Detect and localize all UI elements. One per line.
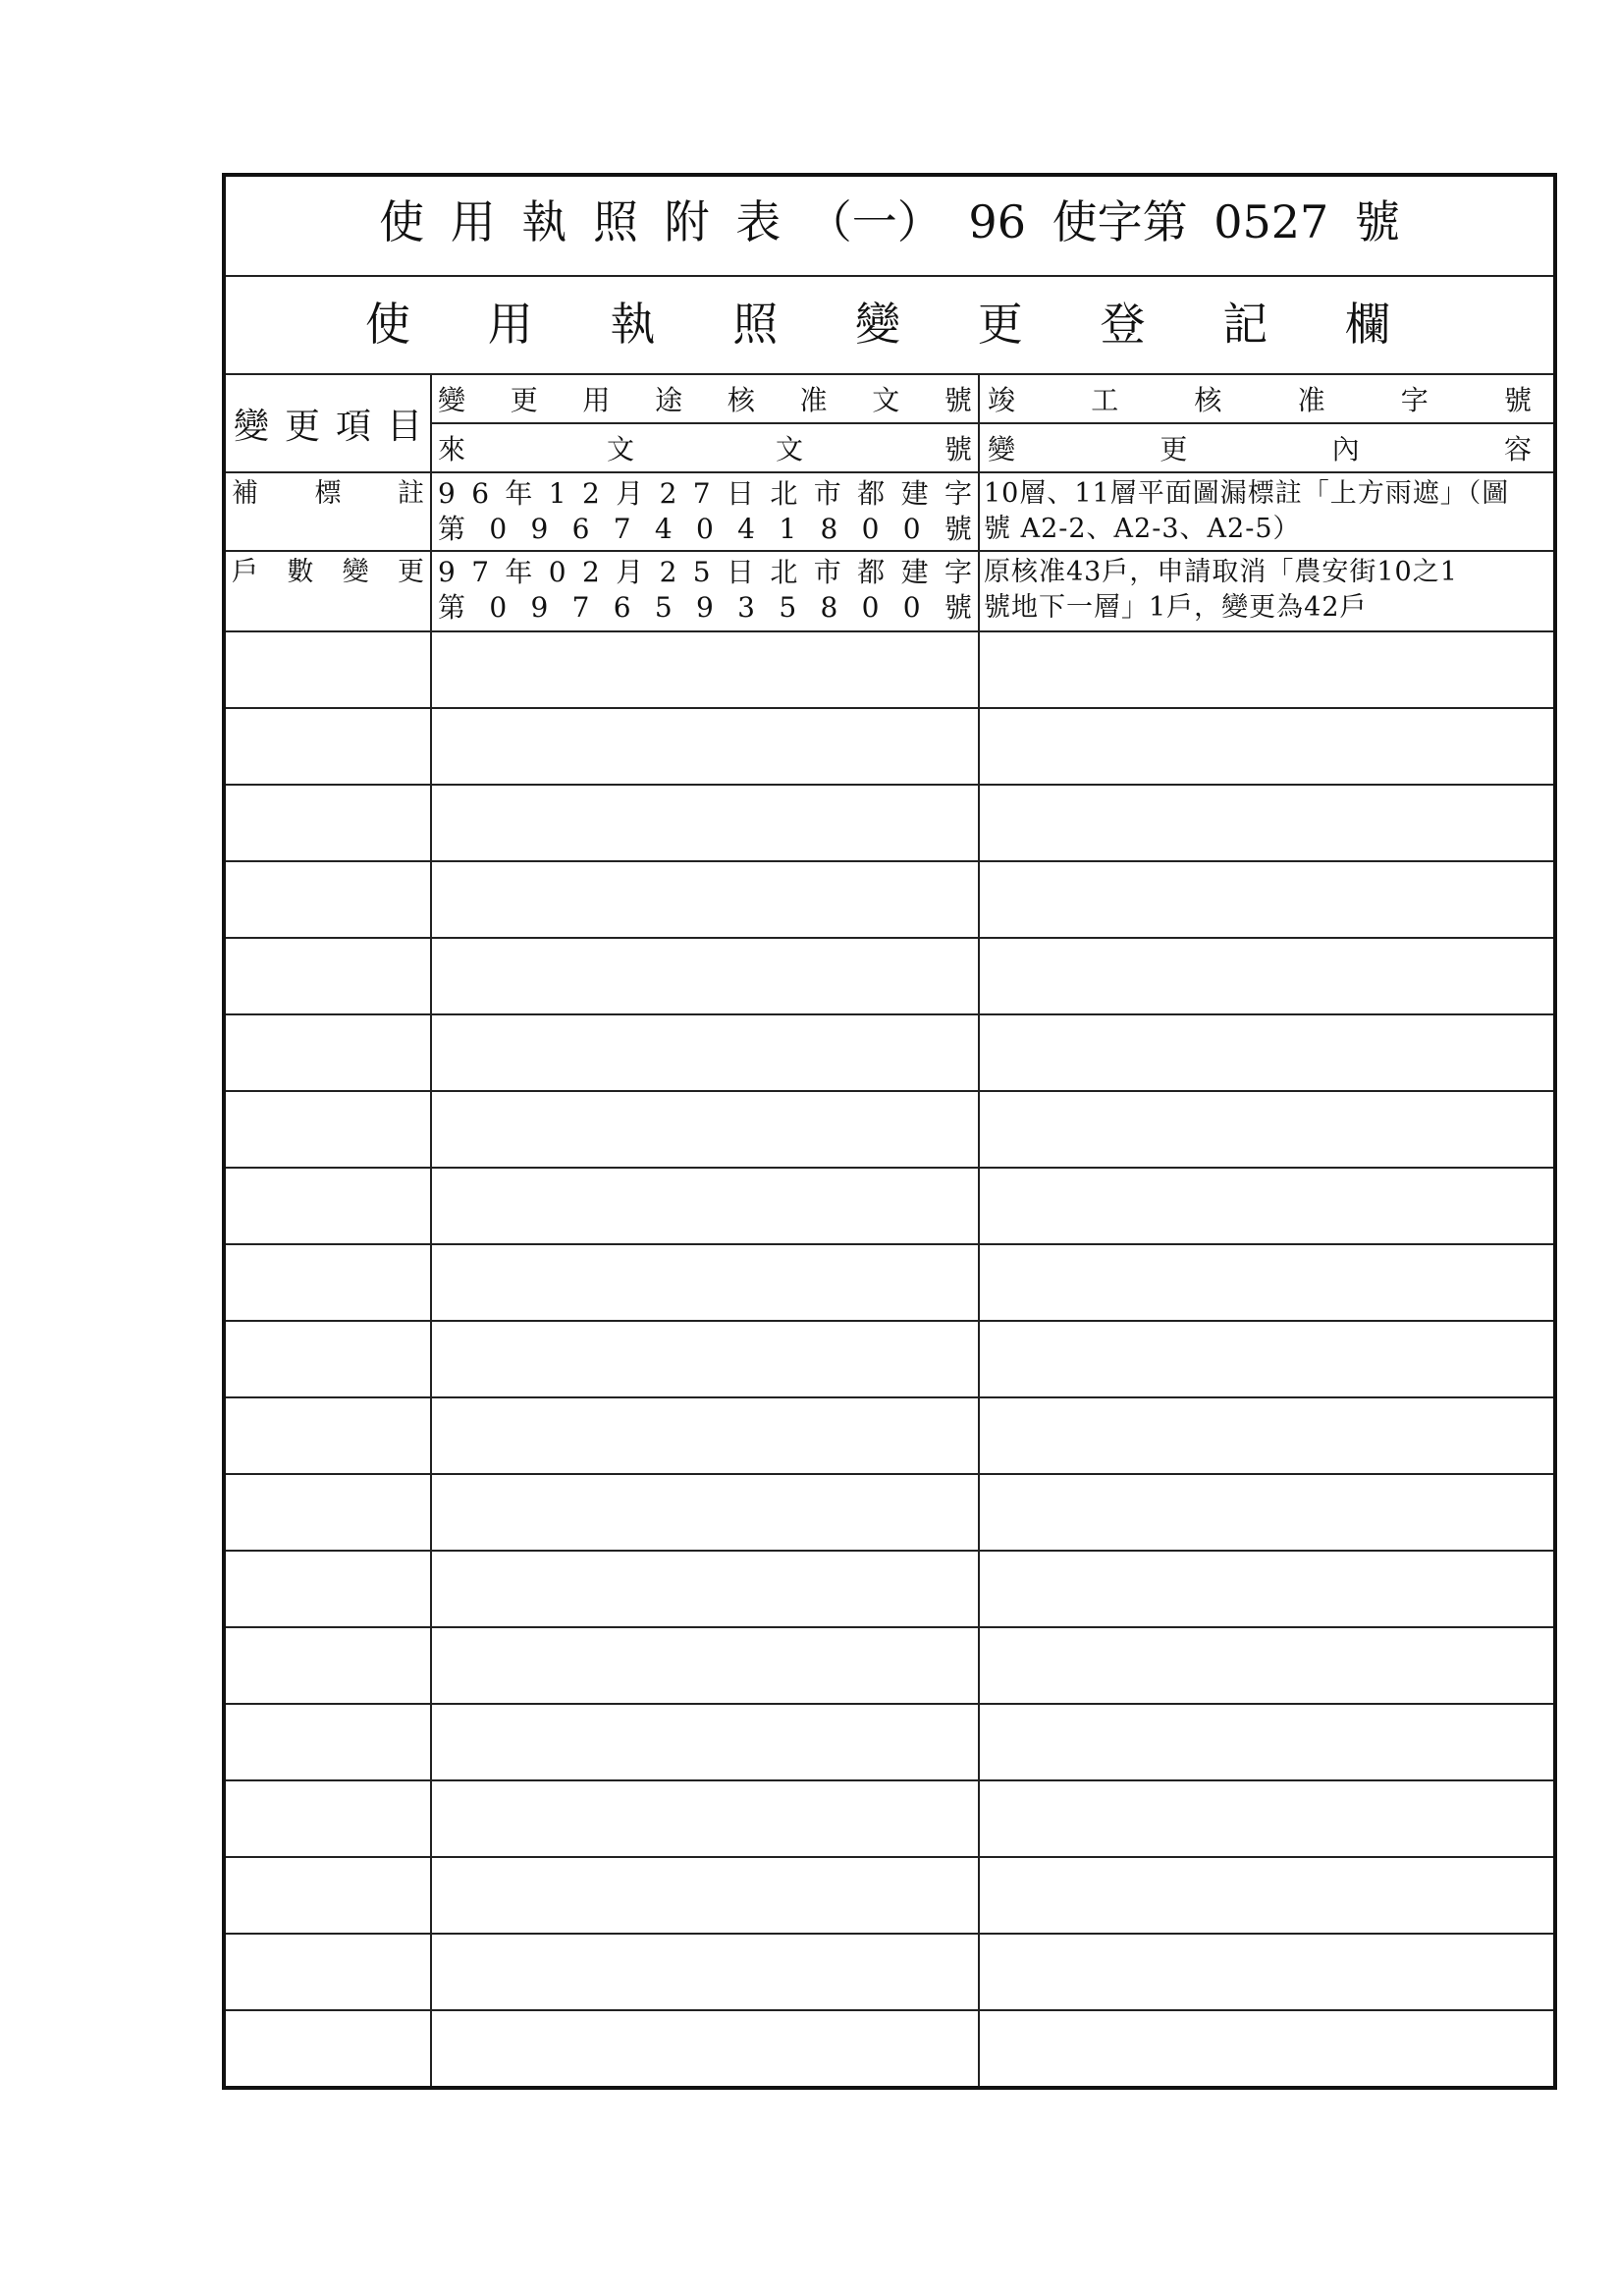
- change-register-title-row: [226, 277, 1553, 375]
- blank-change-content-cell: [980, 1628, 1553, 1703]
- glyph: 欄: [1345, 298, 1390, 351]
- blank-change-item-cell: [226, 1858, 432, 1933]
- blank-change-item-cell: [226, 709, 432, 784]
- blank-change-item-cell: [226, 1015, 432, 1090]
- glyph: 6: [571, 513, 590, 545]
- blank-rows-area: [226, 632, 1553, 2086]
- blank-doc-number-cell: [432, 632, 980, 707]
- blank-table-row: [226, 1398, 1553, 1475]
- glyph: 用: [582, 384, 611, 416]
- glyph: 建: [900, 556, 929, 588]
- blank-doc-number-cell: [432, 1705, 980, 1779]
- glyph: 日: [727, 556, 755, 588]
- blank-change-item-cell: [226, 1245, 432, 1320]
- glyph: 年: [505, 556, 533, 588]
- glyph: 3: [737, 591, 755, 624]
- blank-change-item-cell: [226, 1169, 432, 1243]
- blank-doc-number-cell: [432, 862, 980, 937]
- blank-table-row: [226, 939, 1553, 1015]
- doc-number-line-2: [432, 590, 978, 626]
- glyph: 2: [659, 477, 677, 510]
- blank-change-content-cell: [980, 709, 1553, 784]
- blank-change-content-cell: [980, 786, 1553, 860]
- glyph: 1: [779, 513, 797, 545]
- blank-doc-number-cell: [432, 1935, 980, 2009]
- glyph: 0: [489, 591, 508, 624]
- blank-table-row: [226, 1705, 1553, 1781]
- change-item-cell: [226, 552, 432, 630]
- blank-change-content-cell: [980, 1169, 1553, 1243]
- change-content-cell: [980, 552, 1553, 630]
- blank-change-item-cell: [226, 1935, 432, 2009]
- blank-change-content-cell: [980, 1245, 1553, 1320]
- blank-doc-number-cell: [432, 1475, 980, 1550]
- glyph: 2: [582, 556, 600, 588]
- glyph: 變: [438, 384, 466, 416]
- glyph: 途: [655, 384, 683, 416]
- change-content-line-1: 10層、11層平面圖漏標註「上方雨遮」（圖: [984, 478, 1510, 509]
- glyph: 標: [314, 478, 342, 509]
- glyph: 字: [944, 477, 972, 510]
- glyph: 變: [342, 557, 369, 587]
- blank-table-row: [226, 1322, 1553, 1398]
- glyph: 項: [335, 406, 371, 447]
- blank-doc-number-cell: [432, 1398, 980, 1473]
- glyph: 6: [613, 591, 631, 624]
- blank-table-row: [226, 2011, 1553, 2086]
- change-content-line-2: 號地下一層」1戶，變更為42戶: [984, 592, 1368, 623]
- glyph: 記: [1222, 298, 1268, 351]
- blank-change-item-cell: [226, 939, 432, 1013]
- glyph: 0: [696, 513, 714, 545]
- blank-change-item-cell: [226, 1322, 432, 1396]
- glyph: 字: [944, 556, 972, 588]
- blank-table-row: [226, 786, 1553, 862]
- glyph: 竣: [988, 384, 1016, 416]
- blank-doc-number-cell: [432, 1245, 980, 1320]
- glyph: 4: [737, 513, 755, 545]
- blank-table-row: [226, 1475, 1553, 1552]
- blank-table-row: [226, 862, 1553, 939]
- blank-change-content-cell: [980, 1705, 1553, 1779]
- glyph: 文: [775, 433, 803, 465]
- glyph: 文: [606, 433, 634, 465]
- glyph: 8: [820, 591, 838, 624]
- glyph: 內: [1331, 433, 1360, 465]
- usage-permit-change-register-table: [222, 173, 1557, 2090]
- blank-change-content-cell: [980, 1781, 1553, 1856]
- blank-doc-number-cell: [432, 1781, 980, 1856]
- glyph: 來: [438, 433, 466, 465]
- glyph: 目: [386, 406, 422, 447]
- glyph: 變: [234, 406, 270, 447]
- attachment-title-row: [226, 177, 1553, 277]
- glyph: 北: [770, 556, 798, 588]
- glyph: 0: [861, 591, 880, 624]
- blank-change-content-cell: [980, 632, 1553, 707]
- header-change-item: [234, 399, 422, 449]
- glyph: 年: [505, 477, 533, 510]
- glyph: 0: [548, 556, 566, 588]
- glyph: 9: [438, 556, 456, 588]
- glyph: 7: [471, 556, 490, 588]
- glyph: 8: [820, 513, 838, 545]
- glyph: 5: [779, 591, 797, 624]
- change-register-title: [365, 289, 1390, 354]
- blank-change-content-cell: [980, 1935, 1553, 2009]
- glyph: 4: [654, 513, 673, 545]
- glyph: 0: [902, 513, 921, 545]
- blank-table-row: [226, 1628, 1553, 1705]
- blank-change-item-cell: [226, 2011, 432, 2086]
- glyph: 月: [616, 477, 644, 510]
- change-content-line-2: 號 A2-2、A2-3、A2-5）: [984, 514, 1301, 544]
- glyph: 7: [692, 477, 711, 510]
- blank-change-item-cell: [226, 632, 432, 707]
- blank-table-row: [226, 1781, 1553, 1858]
- blank-change-item-cell: [226, 1628, 432, 1703]
- glyph: 月: [616, 556, 644, 588]
- header-change-content-subcell: [980, 424, 1553, 471]
- glyph: 號: [944, 513, 972, 545]
- doc-number-cell: [432, 473, 980, 550]
- blank-doc-number-cell: [432, 2011, 980, 2086]
- blank-doc-number-cell: [432, 1092, 980, 1167]
- header-doc-number-cell: [432, 375, 980, 471]
- glyph: 7: [571, 591, 590, 624]
- blank-doc-number-cell: [432, 1552, 980, 1626]
- glyph: 容: [1503, 433, 1532, 465]
- blank-doc-number-cell: [432, 1628, 980, 1703]
- blank-change-item-cell: [226, 786, 432, 860]
- blank-change-item-cell: [226, 1475, 432, 1550]
- glyph: 數: [287, 557, 314, 587]
- glyph: 5: [692, 556, 711, 588]
- glyph: 0: [489, 513, 508, 545]
- glyph: 戶: [232, 557, 258, 587]
- header-incoming-doc-subcell: [432, 424, 978, 471]
- glyph: 都: [857, 556, 886, 588]
- glyph: 0: [902, 591, 921, 624]
- change-item: [226, 555, 430, 590]
- blank-table-row: [226, 1092, 1553, 1169]
- header-completion-subcell: [980, 375, 1553, 424]
- blank-change-content-cell: [980, 1398, 1553, 1473]
- glyph: 更: [1160, 433, 1188, 465]
- blank-table-row: [226, 632, 1553, 709]
- glyph: 都: [857, 477, 886, 510]
- glyph: 建: [900, 477, 929, 510]
- attachment-title: 使 用 執 照 附 表 （一） 96 使字第 0527 號: [379, 195, 1400, 248]
- glyph: 5: [654, 591, 673, 624]
- glyph: 文: [872, 384, 900, 416]
- header-change-item-cell: [226, 375, 432, 471]
- blank-change-item-cell: [226, 862, 432, 937]
- blank-change-content-cell: [980, 939, 1553, 1013]
- blank-doc-number-cell: [432, 1858, 980, 1933]
- blank-change-content-cell: [980, 1015, 1553, 1090]
- blank-change-content-cell: [980, 1858, 1553, 1933]
- blank-change-content-cell: [980, 2011, 1553, 2086]
- doc-number-line-1: [432, 476, 978, 512]
- glyph: 更: [977, 298, 1023, 351]
- table-header: [226, 375, 1553, 473]
- header-use-change-approval-no: [438, 379, 972, 418]
- blank-table-row: [226, 1015, 1553, 1092]
- glyph: 9: [530, 513, 549, 545]
- blank-change-content-cell: [980, 862, 1553, 937]
- glyph: 變: [855, 298, 900, 351]
- header-change-content: [988, 428, 1532, 467]
- glyph: 執: [610, 298, 656, 351]
- glyph: 號: [944, 384, 972, 416]
- glyph: 更: [284, 406, 320, 447]
- glyph: 使: [365, 298, 410, 351]
- change-item-cell: [226, 473, 432, 550]
- blank-change-content-cell: [980, 1475, 1553, 1550]
- glyph: 第: [438, 591, 466, 624]
- change-item: [226, 476, 430, 512]
- glyph: 字: [1400, 384, 1429, 416]
- glyph: 0: [861, 513, 880, 545]
- blank-change-item-cell: [226, 1092, 432, 1167]
- glyph: 9: [438, 477, 456, 510]
- blank-doc-number-cell: [432, 939, 980, 1013]
- glyph: 准: [799, 384, 828, 416]
- glyph: 9: [530, 591, 549, 624]
- blank-table-row: [226, 1935, 1553, 2011]
- glyph: 市: [813, 477, 841, 510]
- change-content-cell: [980, 473, 1553, 550]
- glyph: 2: [582, 477, 600, 510]
- glyph: 用: [487, 298, 533, 351]
- glyph: 更: [397, 557, 424, 587]
- blank-doc-number-cell: [432, 1322, 980, 1396]
- glyph: 號: [1503, 384, 1532, 416]
- table-row: [226, 552, 1553, 632]
- glyph: 變: [988, 433, 1016, 465]
- header-completion-approval-no: [988, 379, 1532, 418]
- glyph: 7: [613, 513, 631, 545]
- doc-number-line-2: [432, 512, 978, 547]
- blank-table-row: [226, 1552, 1553, 1628]
- glyph: 補: [232, 478, 258, 509]
- glyph: 核: [727, 384, 755, 416]
- glyph: 2: [659, 556, 677, 588]
- glyph: 市: [813, 556, 841, 588]
- blank-doc-number-cell: [432, 709, 980, 784]
- blank-table-row: [226, 709, 1553, 786]
- glyph: 核: [1194, 384, 1222, 416]
- glyph: 更: [510, 384, 538, 416]
- table-row: [226, 473, 1553, 552]
- blank-change-item-cell: [226, 1398, 432, 1473]
- glyph: 第: [438, 513, 466, 545]
- glyph: 北: [770, 477, 798, 510]
- glyph: 號: [944, 433, 972, 465]
- glyph: 工: [1091, 384, 1119, 416]
- glyph: 照: [732, 298, 779, 351]
- blank-doc-number-cell: [432, 1169, 980, 1243]
- blank-doc-number-cell: [432, 786, 980, 860]
- header-incoming-doc-no: [438, 428, 972, 467]
- blank-change-item-cell: [226, 1781, 432, 1856]
- glyph: 日: [727, 477, 755, 510]
- glyph: 登: [1100, 298, 1146, 351]
- blank-doc-number-cell: [432, 1015, 980, 1090]
- blank-change-item-cell: [226, 1705, 432, 1779]
- glyph: 號: [944, 591, 972, 624]
- blank-table-row: [226, 1858, 1553, 1935]
- blank-table-row: [226, 1169, 1553, 1245]
- glyph: 1: [548, 477, 566, 510]
- blank-change-item-cell: [226, 1552, 432, 1626]
- change-content-line-1: 原核准43戶，申請取消「農安街10之1: [984, 557, 1458, 587]
- blank-change-content-cell: [980, 1552, 1553, 1626]
- blank-change-content-cell: [980, 1322, 1553, 1396]
- header-content-cell: [980, 375, 1553, 471]
- glyph: 註: [398, 478, 424, 509]
- blank-change-content-cell: [980, 1092, 1553, 1167]
- header-approval-no-subcell: [432, 375, 978, 424]
- blank-table-row: [226, 1245, 1553, 1322]
- doc-number-cell: [432, 552, 980, 630]
- doc-number-line-1: [432, 555, 978, 590]
- glyph: 6: [471, 477, 490, 510]
- glyph: 准: [1297, 384, 1325, 416]
- glyph: 9: [696, 591, 714, 624]
